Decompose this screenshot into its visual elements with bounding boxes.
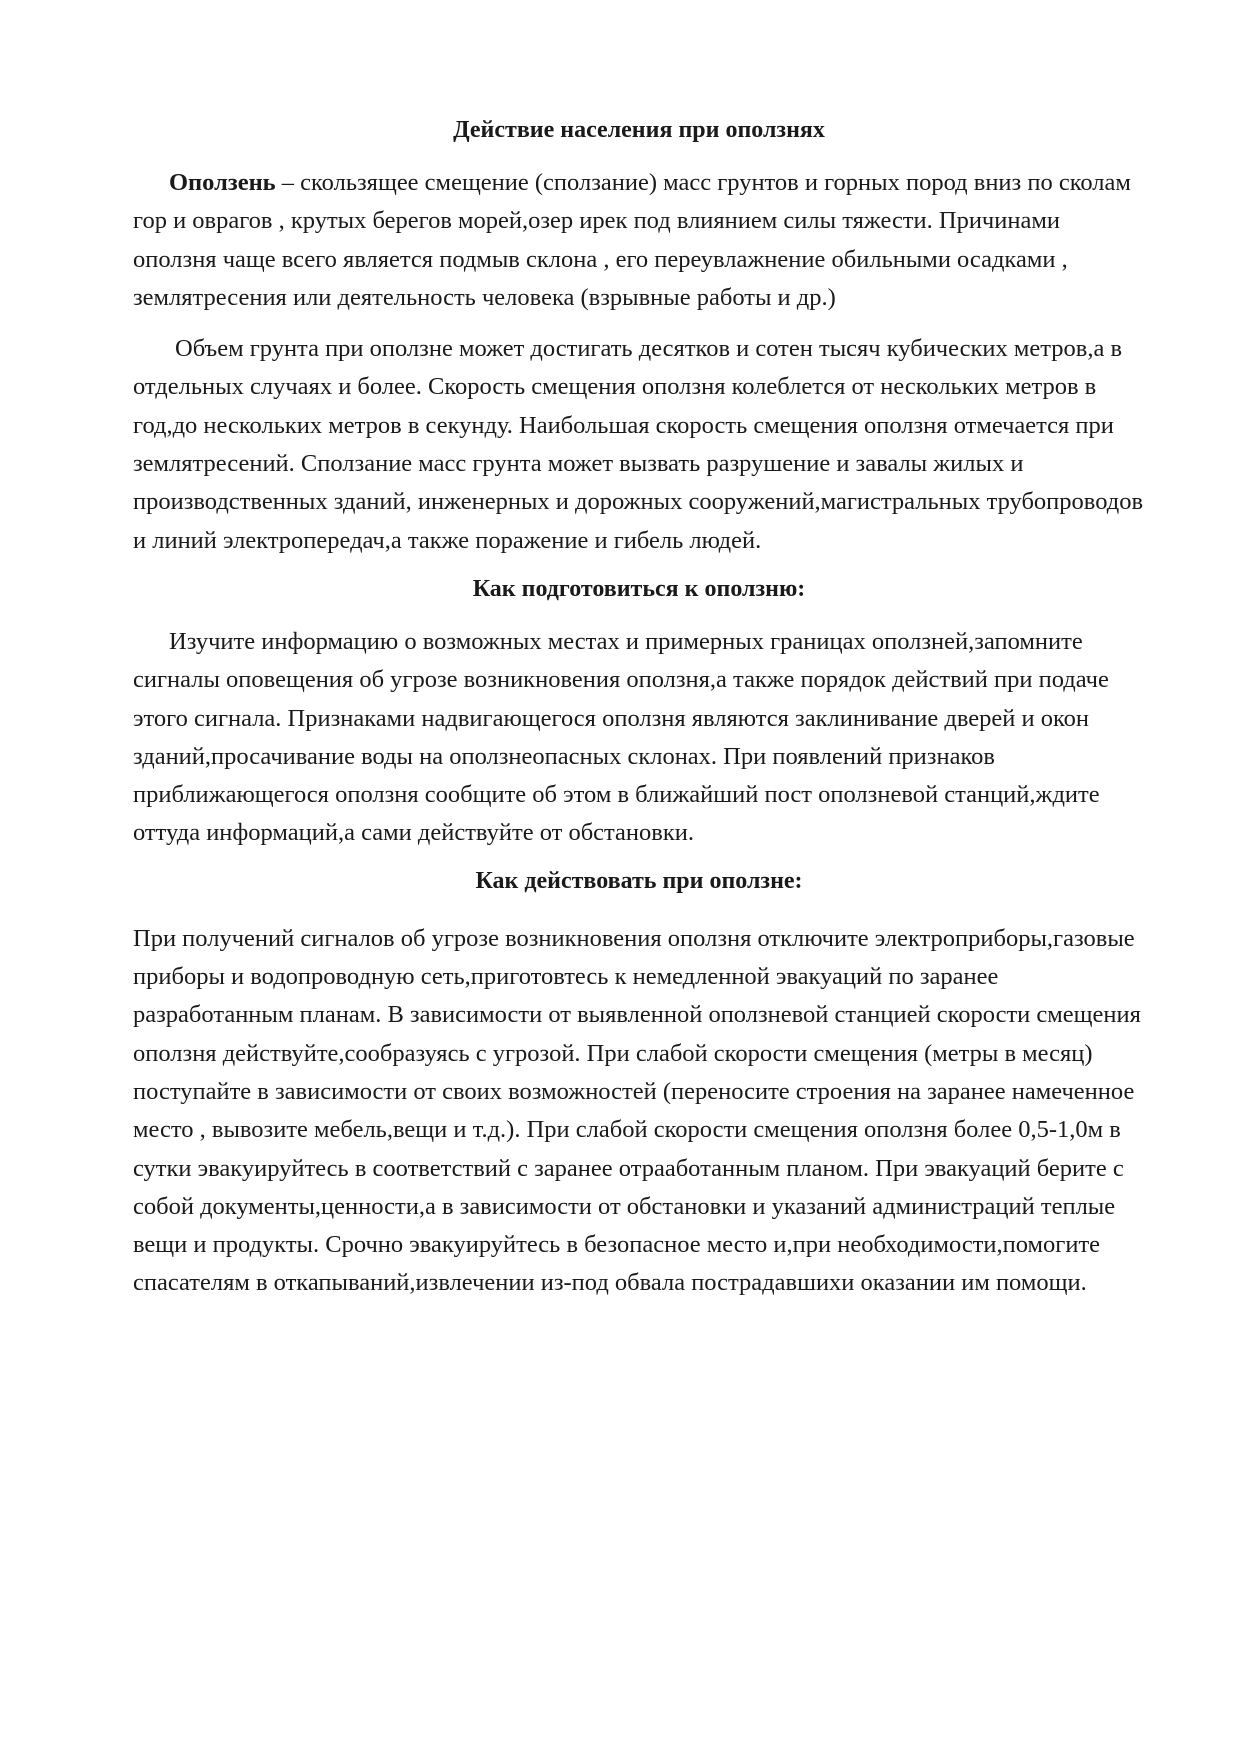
act-heading: Как действовать при оползне: xyxy=(475,867,803,894)
definition-term: Оползень xyxy=(169,169,276,196)
definition-paragraph xyxy=(133,164,1145,317)
document-title: Действие населения при оползнях xyxy=(453,117,825,143)
prepare-heading: Как подготовиться к оползню: xyxy=(472,575,806,602)
document-page xyxy=(133,112,1145,1303)
prepare-paragraph: Изучите информацию о возможных местах и примерных границах оползней,запомните сигналы оповещения об угрозе возникновения оползня,а также порядок действий при подаче этого сигнала. Признаками надвигающегося оползня являются заклинивание дверей и окон зданий,просачивание воды на оползнеопасных склонах. При появлений признаков приближающегося оползня сообщите об этом в ближайший пост оползневой станций,ждите оттуда информаций,а сами действуйте от обстановки. xyxy=(133,627,1109,847)
definition-text: – скользящее смещение (сползание) масс грунтов и горных пород вниз по сколам гор и оврагов , крутых берегов морей,озер ирек под влиянием силы тяжести. Причинами оползня чаще всего является подмыв склона , его переувлажнение обильными осадками , землятресения или деятельность человека (взрывные работы и др.) xyxy=(133,169,1131,311)
act-paragraph: При получений сигналов об угрозе возникновения оползня отключите электроприборы,газовые приборы и водопроводную сеть,приготовтесь к немедленной эвакуаций по заранее разработанным планам. В зависимости от выявленной оползневой станцией скорости смещения оползня действуйте,сообразуясь с угрозой. При слабой скорости смещения (метры в месяц) поступайте в зависимости от своих возможностей (переносите строения на заранее намеченное место , вывозите мебель,вещи и т.д.). При слабой скорости смещения оползня более 0,5-1,0м в сутки эвакуируйтесь в соответствий с заранее отрааботанным планом. При эвакуаций берите с собой документы,ценности,а в зависимости от обстановки и указаний администраций теплые вещи и продукты. Срочно эвакуируйтесь в безопасное место и,при необходимости,помогите спасателям в откапываний,извлечении из-под обвала пострадавшихи оказании им помощи. xyxy=(133,924,1141,1297)
volume-paragraph: Объем грунта при оползне может достигать десятков и сотен тысяч кубических метров,а в отдельных случаях и более. Скорость смещения оползня колеблется от нескольких метров в год,до нескольких метров в секунду. Наибольшая скорость смещения оползня отмечается при землятресений. Сползание масс грунта может вызвать разрушение и завалы жилых и производственных зданий, инженерных и дорожных сооружений,магистральных трубопроводов и линий электропередач,а также поражение и гибель людей. xyxy=(133,335,1144,554)
